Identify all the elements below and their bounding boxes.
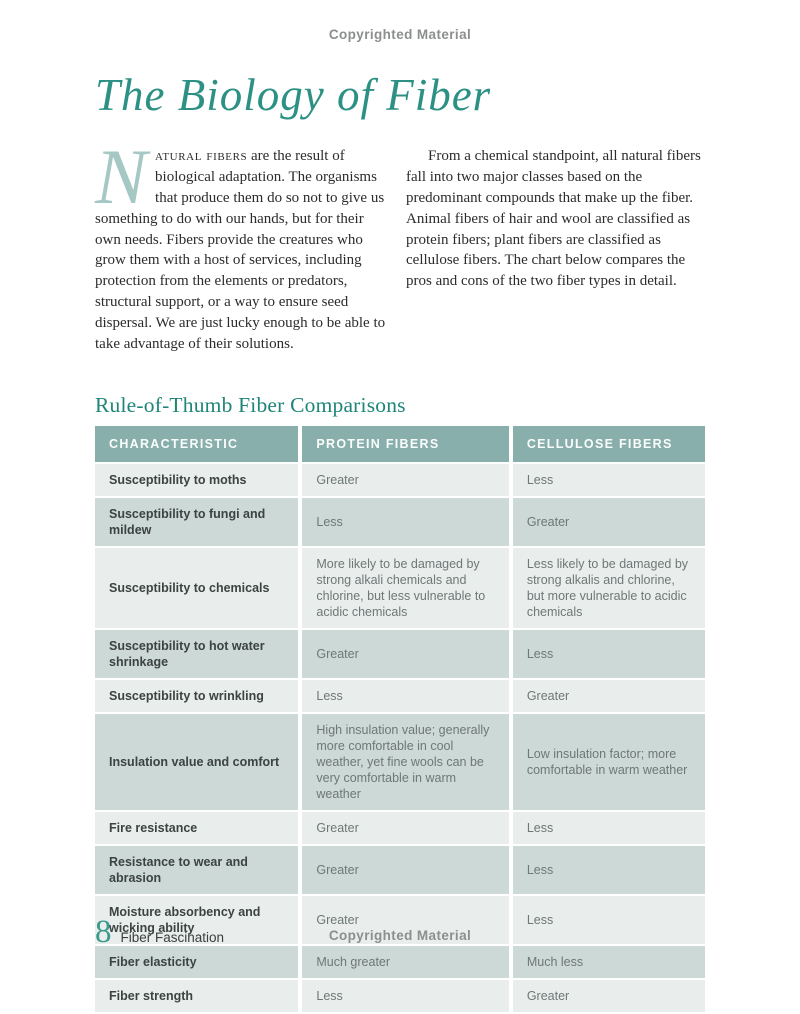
cell-protein: Greater	[302, 464, 512, 498]
cell-protein: Greater	[302, 812, 512, 846]
book-title: Fiber Fascination	[120, 930, 225, 945]
cell-cellulose: Less	[513, 630, 705, 680]
table-row	[95, 464, 705, 498]
cell-cellulose: Much less	[513, 946, 705, 980]
column-header-cellulose-fibers: CELLULOSE FIBERS	[513, 426, 705, 464]
cell-characteristic: Fiber elasticity	[95, 946, 302, 980]
table-row	[95, 714, 705, 812]
intro-text	[95, 133, 705, 354]
cell-cellulose: Greater	[513, 680, 705, 714]
cell-protein: Much greater	[302, 946, 512, 980]
cell-characteristic: Susceptibility to moths	[95, 464, 302, 498]
cell-cellulose: Less	[513, 896, 705, 946]
table-row	[95, 548, 705, 630]
cell-cellulose: Less	[513, 464, 705, 498]
intro-paragraph-1-text: are the result of biological adaptation. The organisms that produce them do so not to give us something to do with our hands, but for their own needs. Fibers provide the creatures who grow them with a host of services, including protection from the elements or predators, structural support, or a way to ensure seed dispersal. We are just lucky enough to be able to take advantage of their solutions.	[95, 148, 386, 352]
cell-cellulose: Less	[513, 812, 705, 846]
cell-protein: Less	[302, 498, 512, 548]
cell-protein: More likely to be damaged by strong alkali chemicals and chlorine, but less vulnerable to acidic chemicals	[302, 548, 512, 630]
table-row	[95, 680, 705, 714]
intro-column-left	[95, 133, 390, 354]
column-header-characteristic: CHARACTERISTIC	[95, 426, 302, 464]
cell-protein: Greater	[302, 846, 512, 896]
cell-characteristic: Moisture absorbency and wicking ability	[95, 896, 302, 946]
copyright-notice-bottom: Copyrighted Material	[328, 928, 472, 943]
cell-characteristic: Resistance to wear and abrasion	[95, 846, 302, 896]
cell-cellulose: Less	[513, 846, 705, 896]
dropcap-letter: N	[95, 133, 148, 221]
intro-paragraph-2: From a chemical standpoint, all natural fibers fall into two major classes based on the predominant compounds that make up the fiber. Animal fibers of hair and wool are classified as protein fibers; plant fibers are classified as cellulose fibers. The chart below compares the pros and cons of the two fiber types in detail.	[406, 148, 701, 290]
cell-characteristic: Insulation value and comfort	[95, 714, 302, 812]
page-title: The Biology of Fiber	[95, 70, 492, 120]
cell-protein: High insulation value; generally more comfortable in cool weather, yet fine wools can be very comfortable in warm weather	[302, 714, 512, 812]
cell-protein: Less	[302, 980, 512, 1014]
table-row	[95, 846, 705, 896]
cell-characteristic: Susceptibility to fungi and mildew	[95, 498, 302, 548]
cell-cellulose: Less likely to be damaged by strong alkalis and chlorine, but more vulnerable to acidic chemicals	[513, 548, 705, 630]
copyright-notice-top: Copyrighted Material	[328, 27, 472, 42]
cell-cellulose: Low insulation factor; more comfortable in warm weather	[513, 714, 705, 812]
intro-paragraph-1	[95, 133, 390, 354]
section-heading: Rule-of-Thumb Fiber Comparisons	[95, 392, 406, 417]
table-row	[95, 498, 705, 548]
page-number: 8	[95, 914, 112, 950]
cell-protein: Greater	[302, 896, 512, 946]
intro-lead-smallcaps: atural fibers	[155, 148, 248, 165]
cell-characteristic: Fiber strength	[95, 980, 302, 1014]
table-row	[95, 980, 705, 1014]
column-header-protein-fibers: PROTEIN FIBERS	[302, 426, 512, 464]
cell-characteristic: Susceptibility to wrinkling	[95, 680, 302, 714]
cell-characteristic: Susceptibility to chemicals	[95, 548, 302, 630]
intro-column-right	[406, 146, 705, 354]
cell-protein: Greater	[302, 630, 512, 680]
cell-characteristic: Fire resistance	[95, 812, 302, 846]
cell-cellulose: Greater	[513, 980, 705, 1014]
cell-cellulose: Greater	[513, 498, 705, 548]
table-header-row	[95, 426, 705, 464]
cell-characteristic: Susceptibility to hot water shrinkage	[95, 630, 302, 680]
cell-protein: Less	[302, 680, 512, 714]
table-row	[95, 946, 705, 980]
table-row	[95, 630, 705, 680]
table-row	[95, 812, 705, 846]
